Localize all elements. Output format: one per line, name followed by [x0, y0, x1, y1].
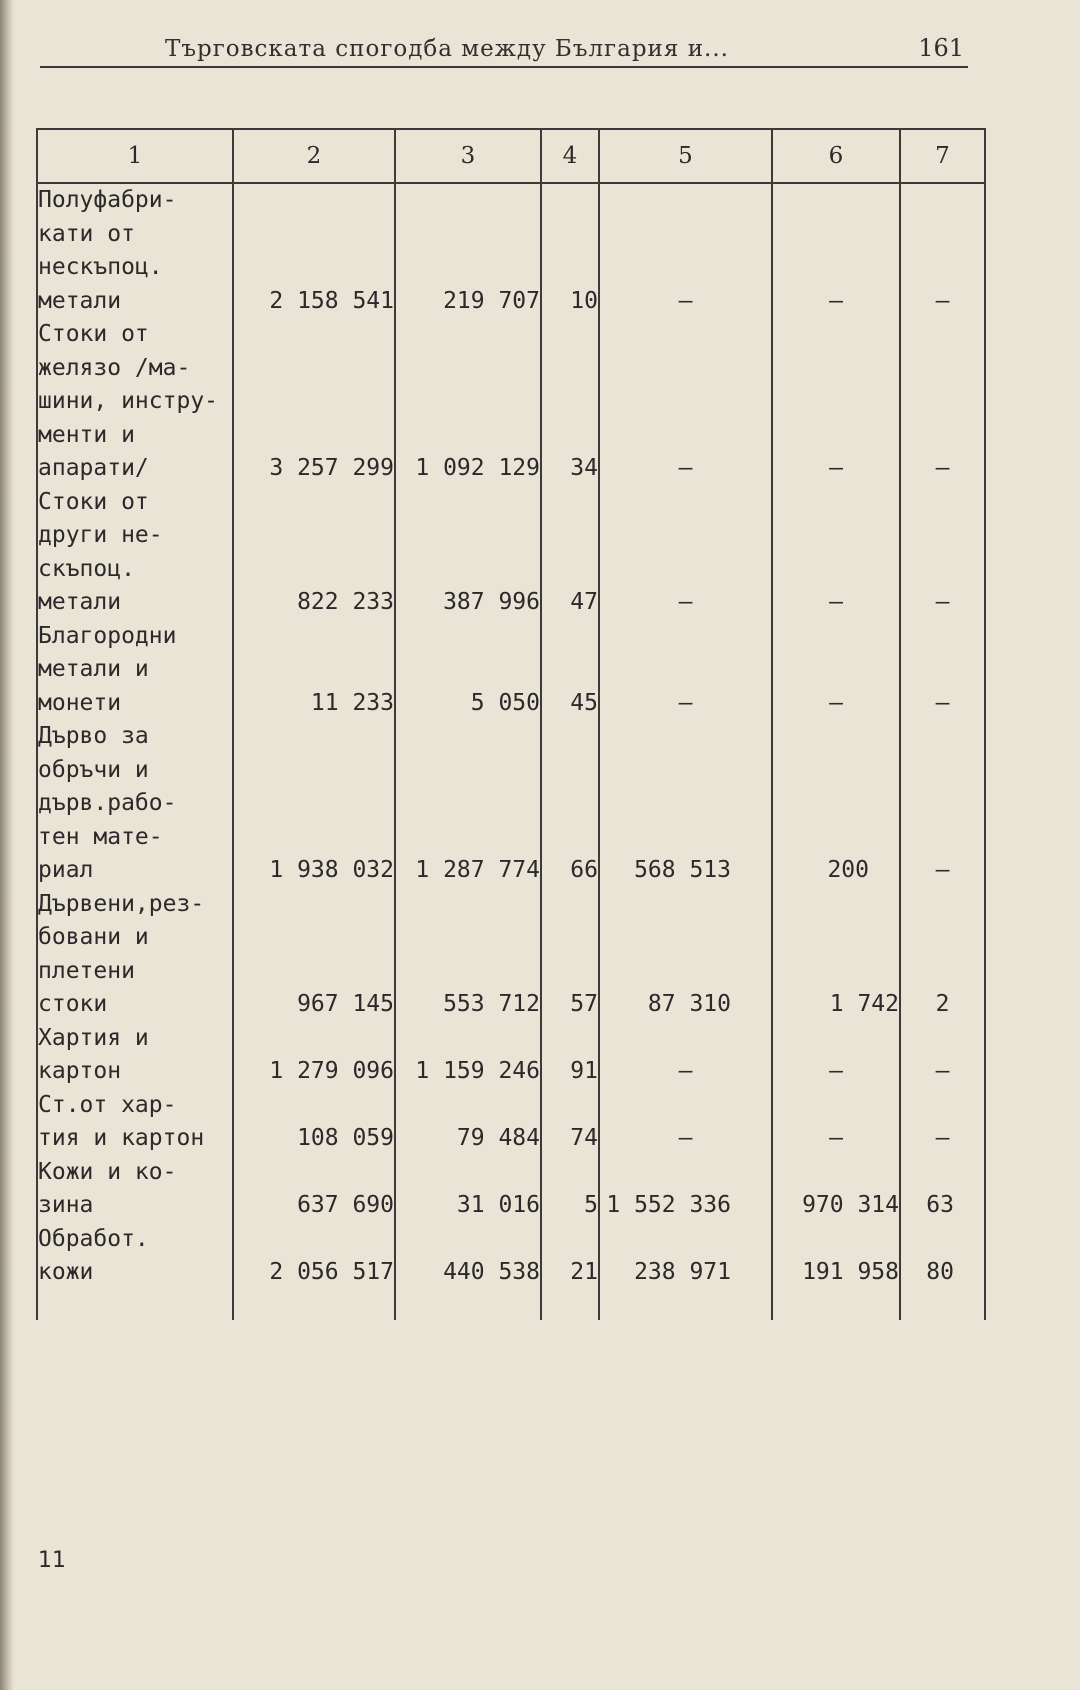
table-header — [37, 129, 985, 183]
row-label: Благородни метали и монети — [37, 620, 233, 721]
cell-col5: 87 310 — [599, 888, 772, 1022]
cell-col2: 1 279 096 — [233, 1022, 395, 1089]
cell-col7: – — [900, 1089, 985, 1156]
cell-col6: – — [772, 486, 900, 620]
cell-col6: 191 958 — [772, 1223, 900, 1290]
trade-table — [36, 128, 986, 1320]
cell-col6: – — [772, 318, 900, 486]
cell-col7: – — [900, 318, 985, 486]
cell-col5: – — [599, 1022, 772, 1089]
cell-col7: – — [900, 183, 985, 318]
cell-col4: 34 — [541, 318, 599, 486]
cell-col7: 2 — [900, 888, 985, 1022]
cell-col6: – — [772, 1022, 900, 1089]
cell-col5: 238 971 — [599, 1223, 772, 1290]
row-label: Дърво за обръчи и дърв.рабо- тен мате- риал — [37, 720, 233, 888]
row-label: Стоки от други не- скъпоц. метали — [37, 486, 233, 620]
table-row — [37, 1022, 985, 1089]
cell-col6: 1 742 — [772, 888, 900, 1022]
cell-col4: 91 — [541, 1022, 599, 1089]
column-header-7: 7 — [900, 129, 985, 183]
column-header-2: 2 — [233, 129, 395, 183]
cell-col3: 1 092 129 — [395, 318, 541, 486]
table-row — [37, 183, 985, 318]
sheet-number: 11 — [38, 1548, 66, 1573]
cell-col3: 440 538 — [395, 1223, 541, 1290]
column-header-6: 6 — [772, 129, 900, 183]
cell-col2: 3 257 299 — [233, 318, 395, 486]
table-row — [37, 888, 985, 1022]
table-body — [37, 183, 985, 1320]
cell-col6: – — [772, 620, 900, 721]
cell-col5: 1 552 336 — [599, 1156, 772, 1223]
cell-col3: 31 016 — [395, 1156, 541, 1223]
row-label: Полуфабри- кати от нескъпоц. метали — [37, 183, 233, 318]
page-binding-shadow — [0, 0, 14, 1690]
page-number: 161 — [918, 34, 964, 62]
cell-col6: 970 314 — [772, 1156, 900, 1223]
cell-col5: – — [599, 183, 772, 318]
table-row — [37, 1223, 985, 1290]
table-row — [37, 720, 985, 888]
cell-col4: 66 — [541, 720, 599, 888]
cell-col5: – — [599, 1089, 772, 1156]
cell-col7: – — [900, 620, 985, 721]
cell-col2: 108 059 — [233, 1089, 395, 1156]
cell-col4: 10 — [541, 183, 599, 318]
row-label: Кожи и ко- зина — [37, 1156, 233, 1223]
cell-col3: 219 707 — [395, 183, 541, 318]
cell-col2: 2 158 541 — [233, 183, 395, 318]
cell-col4: 47 — [541, 486, 599, 620]
column-header-4: 4 — [541, 129, 599, 183]
cell-col4: 45 — [541, 620, 599, 721]
column-header-1: 1 — [37, 129, 233, 183]
running-header — [40, 30, 968, 68]
row-label: Обработ. кожи — [37, 1223, 233, 1290]
cell-col2: 1 938 032 — [233, 720, 395, 888]
table-row — [37, 486, 985, 620]
cell-col4: 21 — [541, 1223, 599, 1290]
cell-col3: 1 159 246 — [395, 1022, 541, 1089]
cell-col7: 80 — [900, 1223, 985, 1290]
cell-col7: – — [900, 720, 985, 888]
cell-col5: – — [599, 620, 772, 721]
cell-col6: – — [772, 1089, 900, 1156]
cell-col7: – — [900, 1022, 985, 1089]
cell-col6: – — [772, 183, 900, 318]
column-header-5: 5 — [599, 129, 772, 183]
header-row — [37, 129, 985, 183]
cell-col3: 387 996 — [395, 486, 541, 620]
cell-col4: 57 — [541, 888, 599, 1022]
cell-col7: 63 — [900, 1156, 985, 1223]
cell-col3: 553 712 — [395, 888, 541, 1022]
cell-col5: 568 513 — [599, 720, 772, 888]
cell-col2: 2 056 517 — [233, 1223, 395, 1290]
table-row — [37, 1156, 985, 1223]
running-title: Търговската спогодба между България и... — [165, 36, 729, 62]
cell-col5: – — [599, 318, 772, 486]
cell-col2: 637 690 — [233, 1156, 395, 1223]
cell-col3: 5 050 — [395, 620, 541, 721]
table-row — [37, 318, 985, 486]
cell-col3: 79 484 — [395, 1089, 541, 1156]
cell-col4: 5 — [541, 1156, 599, 1223]
cell-col6: 200 — [772, 720, 900, 888]
row-label: Дървени,рез- бовани и плетени стоки — [37, 888, 233, 1022]
cell-col3: 1 287 774 — [395, 720, 541, 888]
table-bottom-spacer — [37, 1290, 985, 1320]
table-row — [37, 1089, 985, 1156]
row-label: Ст.от хар- тия и картон — [37, 1089, 233, 1156]
row-label: Стоки от желязо /ма- шини, инстру- менти и апарати/ — [37, 318, 233, 486]
row-label: Хартия и картон — [37, 1022, 233, 1089]
column-header-3: 3 — [395, 129, 541, 183]
table-row — [37, 620, 985, 721]
cell-col2: 967 145 — [233, 888, 395, 1022]
cell-col4: 74 — [541, 1089, 599, 1156]
cell-col2: 11 233 — [233, 620, 395, 721]
cell-col7: – — [900, 486, 985, 620]
cell-col5: – — [599, 486, 772, 620]
cell-col2: 822 233 — [233, 486, 395, 620]
